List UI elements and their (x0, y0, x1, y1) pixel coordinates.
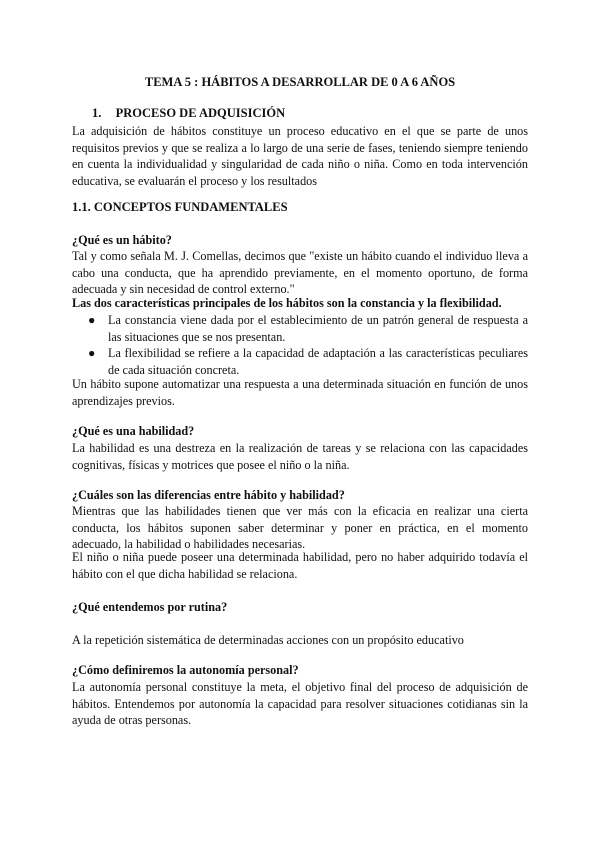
paragraph-diferencias-2: El niño o niña puede poseer una determinada habilidad, pero no haber adquirido todavía el hábito con el que dicha habilidad se relaciona. (72, 550, 528, 581)
paragraph-habito-after: Un hábito supone automatizar una respuesta a una determinada situación en función de unos aprendizajes previos. (72, 377, 528, 408)
question-heading-habito: ¿Qué es un hábito? (72, 233, 172, 247)
section-paragraph: La adquisición de hábitos constituye un proceso educativo en el que se parte de unos requisitos previos y que se realiza a lo largo de una serie de fases, teniendo siempre teniendo en cuenta la individualidad y singularidad de cada niño o niña. Como en toda intervención educativa, se evaluarán el proceso y los resultados (72, 124, 528, 188)
paragraph-habilidad: La habilidad es una destreza en la realización de tareas y se relaciona con las capacidades cognitivas, físicas y motrices que posee el niño o la niña. (72, 441, 528, 472)
list-item: ● La constancia viene dada por el establecimiento de un patrón general de respuesta a las situaciones que se nos presentan. (88, 313, 528, 344)
list-item: ● La flexibilidad se refiere a la capacidad de adaptación a las características peculiares de cada situación concreta. (88, 346, 528, 377)
paragraph-habito: Tal y como señala M. J. Comellas, decimos que "existe un hábito cuando el individuo lleva a cabo una conducta, que ha aprendido previamente, en el momento oportuno, de forma adecuada y sin necesidad de control externo." (72, 249, 528, 297)
section-title: PROCESO DE ADQUISICIÓN (115, 106, 286, 120)
characteristics-list (72, 312, 528, 378)
subsection-heading: 1.1. CONCEPTOS FUNDAMENTALES (72, 200, 288, 214)
paragraph-rutina: A la repetición sistemática de determinadas acciones con un propósito educativo (72, 633, 464, 647)
question-heading-rutina: ¿Qué entendemos por rutina? (72, 600, 228, 614)
paragraph-diferencias-1: Mientras que las habilidades tienen que ver más con la eficacia en realizar una cierta conducta, los hábitos suponen saber determinar y poner en práctica, en el momento adecuado, la habilidad o habilidades necesarias. (72, 504, 528, 552)
question-heading-habilidad: ¿Qué es una habilidad? (72, 424, 195, 438)
section-heading (92, 106, 548, 121)
question-heading-diferencias: ¿Cuáles son las diferencias entre hábito y habilidad? (72, 488, 345, 502)
bullet-icon: ● (88, 346, 96, 361)
bullet-icon: ● (88, 313, 96, 327)
paragraph-autonomia: La autonomía personal constituye la meta, el objetivo final del proceso de adquisición de hábitos. Entendemos por autonomía la capacidad para resolver situaciones cotidianas sin la ayuda de otras personas. (72, 680, 528, 728)
section-number: 1. (92, 106, 102, 120)
bold-statement: Las dos características principales de los hábitos son la constancia y la flexibilidad. (72, 296, 502, 310)
page-title: TEMA 5 : HÁBITOS A DESARROLLAR DE 0 A 6 AÑOS (144, 75, 456, 89)
question-heading-autonomia: ¿Cómo definiremos la autonomía personal? (72, 663, 299, 677)
